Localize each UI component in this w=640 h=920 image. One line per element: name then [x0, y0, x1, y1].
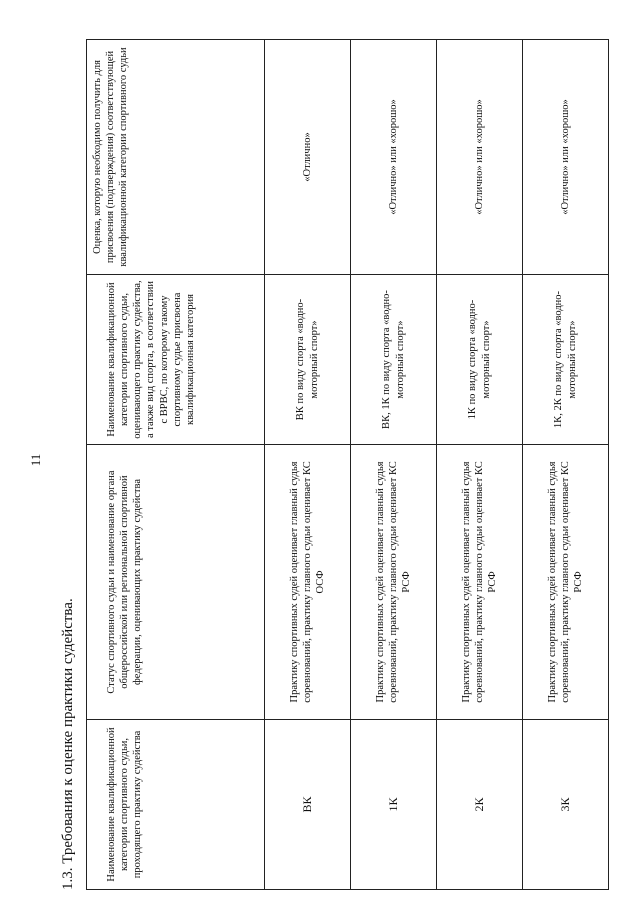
requirements-table: [86, 39, 609, 890]
cell-evaluator: 1К по виду спорта «водно-моторный спорт»: [437, 275, 523, 445]
header-status: Статус спортивного судьи и наименование органа общероссийской или региональной спортивной федерации, оценивающих практику судейства: [87, 445, 265, 720]
cell-evaluator: 1К, 2К по виду спорта «водно-моторный спорт»: [523, 275, 609, 445]
cell-category: 1К: [351, 720, 437, 890]
table-row: [437, 40, 523, 890]
cell-evaluator: ВК, 1К по виду спорта «водно-моторный спорт»: [351, 275, 437, 445]
header-grade: Оценка, которую необходимо получить для присвоения (подтверждения) соответствующей квалификационной категории спортивного судьи: [87, 40, 265, 275]
table-header-row: [87, 40, 265, 890]
table-row: [523, 40, 609, 890]
cell-category: ВК: [265, 720, 351, 890]
cell-grade: «Отлично» или «хорошо»: [351, 40, 437, 275]
table-row: [265, 40, 351, 890]
cell-grade: «Отлично»: [265, 40, 351, 275]
cell-category: 2К: [437, 720, 523, 890]
page-number: 11: [28, 453, 43, 467]
cell-status: Практику спортивных судей оценивает главный судья соревнований, практику главного судьи оценивает КС ОСФ: [265, 445, 351, 720]
header-category: Наименование квалификационной категории спортивного судьи, проходящего практику судейства: [87, 720, 265, 890]
header-evaluator: Наименование квалификационной категории спортивного судьи, оценивающего практику судейства, а также вид спорта, в соответствии с ВРВС, по которому такому спортивному судье присвоена квалификационная категория: [87, 275, 265, 445]
cell-status: Практику спортивных судей оценивает главный судья соревнований, практику главного судьи оценивает КС РСФ: [437, 445, 523, 720]
table-row: [351, 40, 437, 890]
cell-grade: «Отлично» или «хорошо»: [437, 40, 523, 275]
cell-evaluator: ВК по виду спорта «водно-моторный спорт»: [265, 275, 351, 445]
cell-category: 3К: [523, 720, 609, 890]
cell-status: Практику спортивных судей оценивает главный судья соревнований, практику главного судьи оценивает КС РСФ: [351, 445, 437, 720]
cell-status: Практику спортивных судей оценивает главный судья соревнований, практику главного судьи оценивает КС РСФ: [523, 445, 609, 720]
section-heading: 1.3. Требования к оценке практики судейства.: [60, 598, 76, 890]
cell-grade: «Отлично» или «хорошо»: [523, 40, 609, 275]
